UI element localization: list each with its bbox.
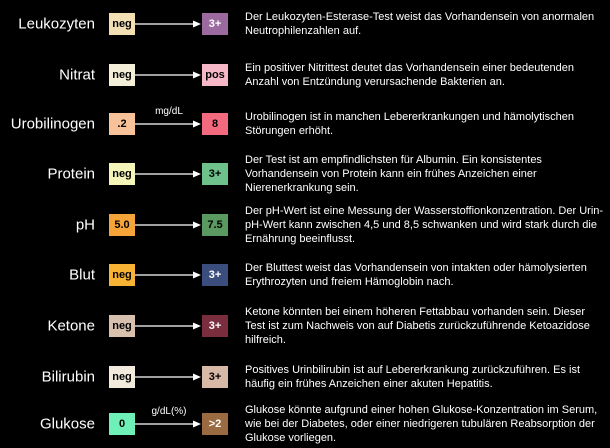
- positive-reference-swatch: 3+: [202, 315, 228, 337]
- arrow-right-icon: [135, 169, 202, 179]
- positive-reference-swatch: 3+: [202, 366, 228, 388]
- test-name: Protein: [47, 165, 95, 183]
- test-name: Blut: [69, 266, 95, 284]
- test-name: Bilirubin: [41, 368, 95, 386]
- test-description: Urobilinogen ist in manchen Lebererkrankungen und hämolytischen Störungen erhöht.: [245, 111, 574, 137]
- arrow-right-icon: [135, 70, 202, 80]
- positive-reference-swatch: 3+: [202, 13, 228, 35]
- negative-reference-swatch: neg: [109, 163, 135, 185]
- negative-reference-swatch: neg: [109, 64, 135, 86]
- test-row-ph: [0, 205, 610, 245]
- test-row-ketone: [0, 306, 610, 346]
- test-description: Der Leukozyten-Esterase-Test weist das Vorhandensein von anormalen Neutrophilenzahlen auf.: [245, 11, 595, 37]
- unit-label: g/dL(%): [151, 406, 187, 417]
- positive-reference-swatch: 3+: [202, 163, 228, 185]
- unit-label: mg/dL: [155, 106, 183, 117]
- test-description: Der Bluttest weist das Vorhandensein von intakten oder hämolysierten Erythrozyten und freiem Hämoglobin nach.: [245, 262, 587, 288]
- arrow-right-icon: [135, 119, 202, 129]
- test-row-protein: [0, 154, 610, 194]
- test-row-urobilinogen: [0, 104, 610, 144]
- negative-reference-swatch: neg: [109, 315, 135, 337]
- arrow-right-icon: [135, 419, 202, 429]
- test-row-blut: [0, 255, 610, 295]
- test-description: Der Test ist am empfindlichsten für Albumin. Ein konsistentes Vorhandensein von Protein kann ein frühes Anzeichen einer Nierenerkrankung sein.: [245, 154, 542, 194]
- test-name: Glukose: [39, 415, 95, 433]
- test-row-glukose: [0, 404, 610, 444]
- negative-reference-swatch: .2: [109, 113, 135, 135]
- test-description: Ein positiver Nitrittest deutet das Vorhandensein einer bedeutenden Anzahl von Entzündung verursachende Bakterien an.: [245, 62, 574, 88]
- test-description: Positives Urinbilirubin ist auf Lebererkrankung zurückzuführen. Es ist häufig ein frühes Anzeichen einer akuten Hepatitis.: [245, 364, 581, 390]
- test-description: Glukose könnte aufgrund einer hohen Glukose-Konzentration im Serum, wie bei der Diabetes, oder einer niedrigeren tubulären Reabsorption der Glukose vorliegen.: [245, 404, 598, 444]
- test-description: Der pH-Wert ist eine Messung der Wasserstoffionkonzentration. Der Urin-pH-Wert kann zwischen 4,5 und 8,5 schwanken und wird stark durch die Ernährung beeinflusst.: [245, 205, 604, 245]
- positive-reference-swatch: pos: [202, 64, 228, 86]
- test-name: pH: [75, 216, 95, 234]
- test-row-bilirubin: [0, 357, 610, 397]
- negative-reference-swatch: neg: [109, 264, 135, 286]
- negative-reference-swatch: 5.0: [109, 214, 135, 236]
- test-row-nitrat: [0, 55, 610, 95]
- negative-reference-swatch: neg: [109, 366, 135, 388]
- arrow-right-icon: [135, 270, 202, 280]
- arrow-right-icon: [135, 372, 202, 382]
- test-name: Ketone: [47, 317, 95, 335]
- negative-reference-swatch: neg: [109, 13, 135, 35]
- negative-reference-swatch: 0: [109, 413, 135, 435]
- arrow-right-icon: [135, 19, 202, 29]
- arrow-right-icon: [135, 321, 202, 331]
- positive-reference-swatch: 8: [202, 113, 228, 135]
- test-name: Urobilinogen: [10, 115, 95, 133]
- positive-reference-swatch: 7.5: [202, 214, 228, 236]
- arrow-right-icon: [135, 220, 202, 230]
- positive-reference-swatch: 3+: [202, 264, 228, 286]
- test-row-leukozyten: [0, 4, 610, 44]
- positive-reference-swatch: >2: [202, 413, 228, 435]
- test-description: Ketone könnten bei einem höheren Fettabbau vorhanden sein. Dieser Test ist zum Nachweis von auf Diabetis zurückzuführende Ketoazidose hilfreich.: [245, 306, 590, 346]
- test-name: Nitrat: [59, 66, 95, 84]
- test-name: Leukozyten: [18, 15, 95, 33]
